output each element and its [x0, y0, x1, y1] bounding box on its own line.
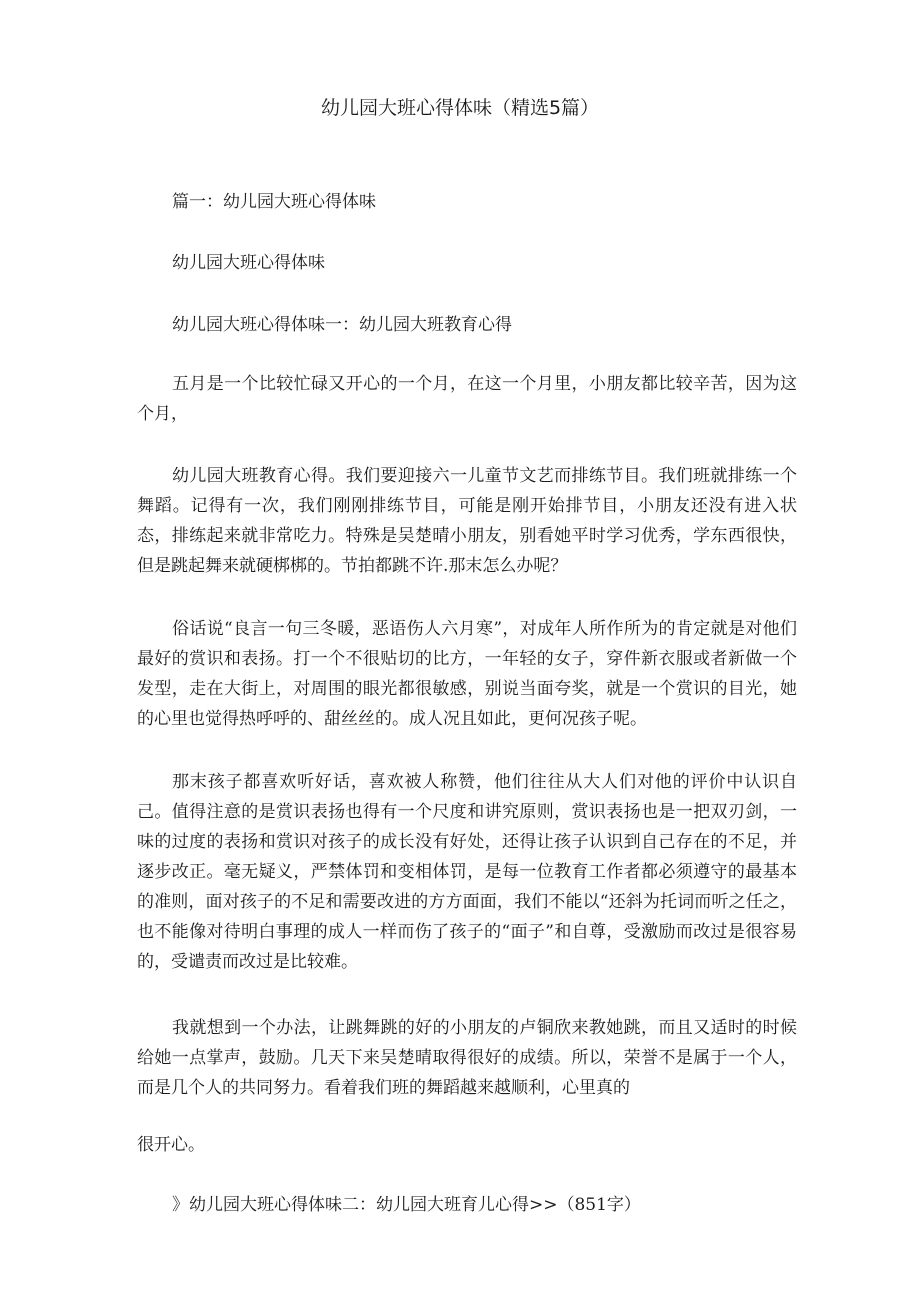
section-heading: 篇一：幼儿园大班心得体味	[172, 192, 376, 212]
paragraph-5: 我就想到一个办法，让跳舞跳的好的小朋友的卢铜欣来教她跳，而且又适时的时候给她一点掌声，鼓励。几天下来吴楚晴取得很好的成绩。所以，荣誉不是属于一个人，而是几个人的共同努力。看着我们班的舞蹈越来越顺利，心里真的	[137, 1018, 797, 1098]
document-title: 幼儿园大班心得体味（精选5篇）	[320, 97, 600, 119]
article-heading: 幼儿园大班心得体味一：幼儿园大班教育心得	[172, 315, 512, 335]
related-article-link[interactable]: 》幼儿园大班心得体味二：幼儿园大班育儿心得>>（851字）	[172, 1195, 641, 1215]
paragraph-6: 很开心。	[137, 1135, 205, 1155]
paragraph-3: 俗话说“良言一句三冬暖，恶语伤人六月寒”，对成年人所作所为的肯定就是对他们最好的赏识和表扬。打一个不很贴切的比方，一年轻的女子，穿件新衣服或者新做一个发型，走在大街上，对周围的眼光都很敏感，别说当面夸奖，就是一个赏识的目光，她的心里也觉得热呼呼的、甜丝丝的。成人况且如此，更何况孩子呢。	[137, 619, 797, 729]
subheading: 幼儿园大班心得体味	[172, 253, 325, 273]
paragraph-2: 幼儿园大班教育心得。我们要迎接六一儿童节文艺而排练节目。我们班就排练一个舞蹈。记得有一次，我们刚刚排练节目，可能是刚开始排节目，小朋友还没有进入状态，排练起来就非常吃力。特殊是吴楚晴小朋友，别看她平时学习优秀，学东西很快，但是跳起舞来就硬梆梆的。节拍都跳不许.那末怎么办呢？	[137, 466, 797, 576]
paragraph-1: 五月是一个比较忙碌又开心的一个月，在这一个月里，小朋友都比较辛苦，因为这个月，	[137, 374, 797, 424]
paragraph-4: 那末孩子都喜欢听好话，喜欢被人称赞，他们往往从大人们对他的评价中认识自己。值得注意的是赏识表扬也得有一个尺度和讲究原则，赏识表扬也是一把双刃剑，一味的过度的表扬和赏识对孩子的成长没有好处，还得让孩子认识到自己存在的不足，并逐步改正。毫无疑义，严禁体罚和变相体罚，是每一位教育工作者都必须遵守的最基本的准则，面对孩子的不足和需要改进的方方面面，我们不能以“还斜为托词而听之任之，也不能像对待明白事理的成人一样而伤了孩子的“面子”和自尊，受激励而改过是很容易的，受谴责而改过是比较难。	[137, 772, 797, 972]
